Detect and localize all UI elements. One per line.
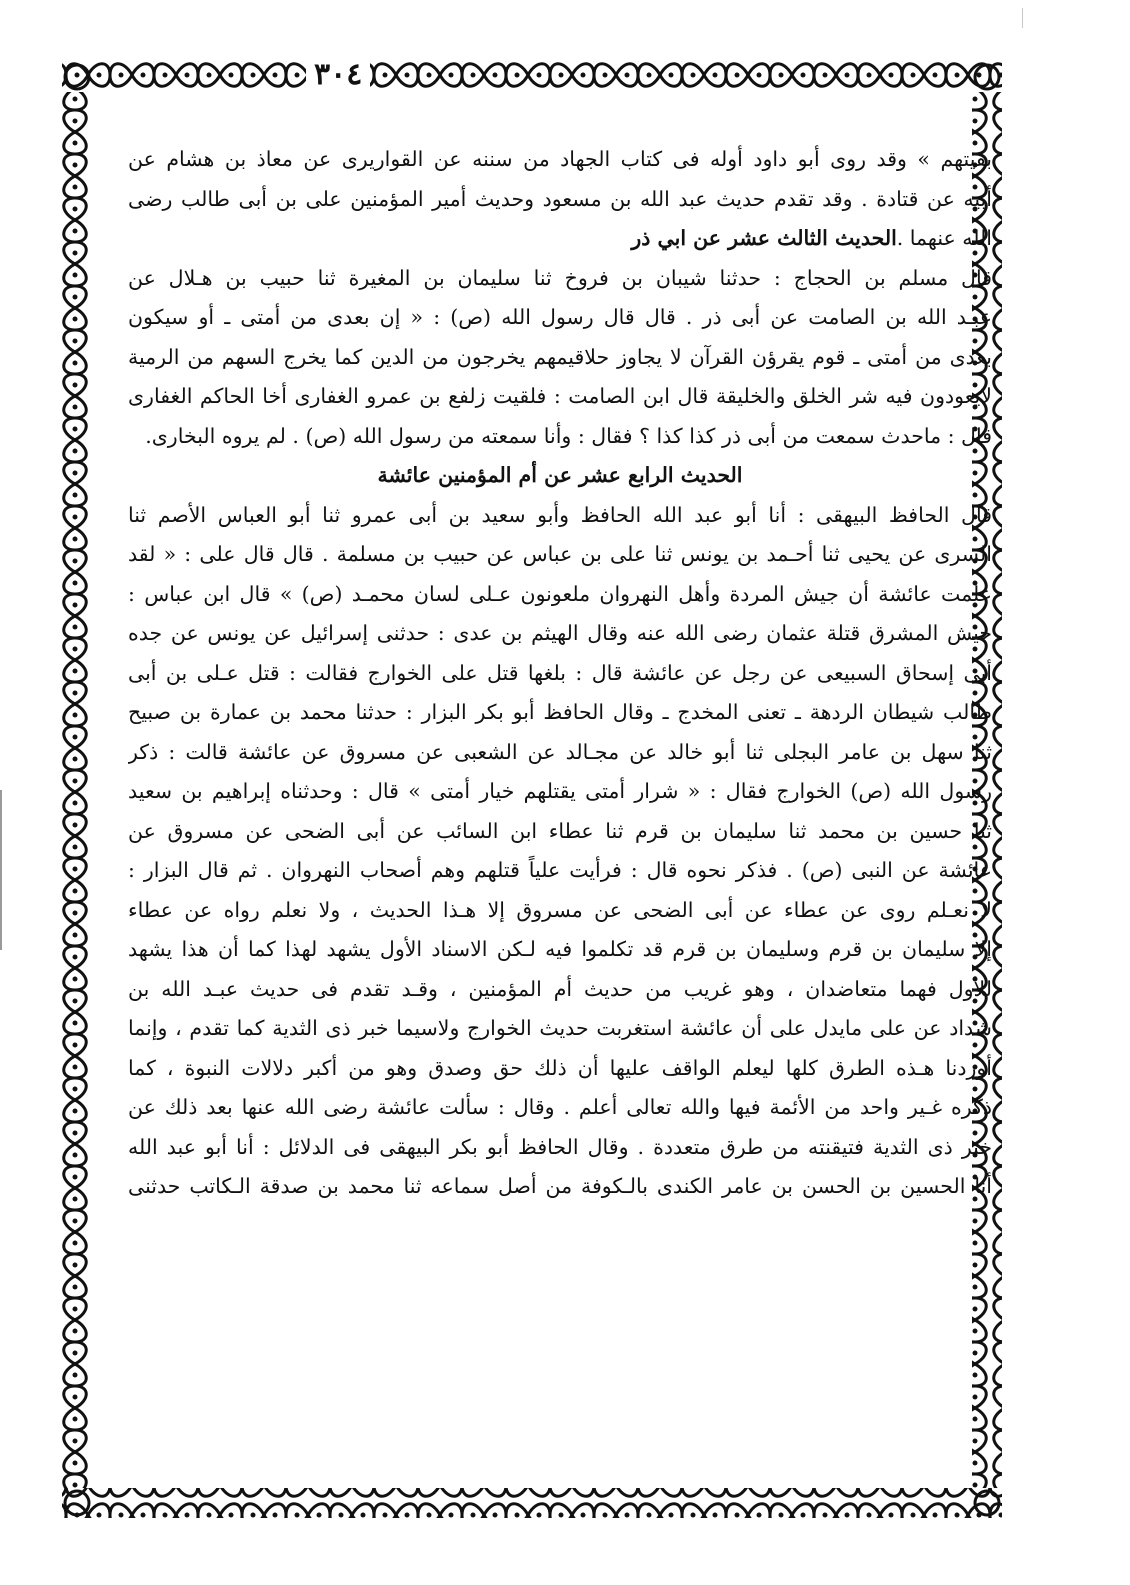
text-line: الله عنهما . — [896, 226, 992, 250]
text-line: أبيه عن قتادة . وقد تقدم حديث عبد الله بن مسعود وحديث أمير المؤمنين على بن أبى طالب رضى — [128, 186, 992, 211]
text-line: أبى إسحاق السبيعى عن رجل عن عائشة قال : بلغها قتل على الخوارج فقالت : قتل عـلى بن أبى — [128, 660, 992, 685]
text-line: عبـد الله بن الصامت عن أبى ذر . قال قال رسول الله (ص) : « إن بعدى من أمتى ـ أو سيكون — [128, 305, 992, 329]
text-line: ذكره غـير واحد من الأئمة فيها والله تعالى أعلم . وقال : سألت عائشة رضى الله عنها بعد ذلك عن — [128, 1095, 992, 1119]
text-line: لا نعـلم روى عن عطاء عن أبى الضحى عن مسروق إلا هـذا الحديث ، ولا نعلم رواه عن عطاء — [128, 897, 992, 922]
text-line: لايعودون فيه شر الخلق والخليقة قال ابن الصامت : فلقيت زلفع بن عمرو الغفارى أخا الحاكم الغفارى — [128, 384, 992, 408]
text-line: عائشة عن النبى (ص) . فذكر نحوه قال : فرأيت علياً قتلهم وهم أصحاب النهروان . ثم قال البزار : — [128, 858, 992, 882]
text-line: جيش المشرق قتلة عثمان رضى الله عنه وقال الهيثم بن عدى : حدثنى إسرائيل عن يونس عن جده — [128, 621, 992, 645]
text-line: شداد عن على مايدل على أن عائشة استغربت حديث الخوارج ولاسيما خبر ذى الثدية كما تقدم ، وإنما — [128, 1016, 992, 1040]
text-line: بقيتهم » وقد روى أبو داود أوله فى كتاب الجهاد من سننه عن القواريرى عن معاذ بن هشام عن — [128, 147, 992, 171]
text-line: أوردنا هـذه الطرق كلها ليعلم الواقف عليها أن ذلك حق وصدق وهو من أكبر دلالات النبوة ، كما — [128, 1055, 992, 1080]
text-line: قال مسلم بن الحجاج : حدثنا شيبان بن فروخ ثنا سليمان بن المغيرة ثنا حبيب بن هـلال عن — [128, 265, 992, 290]
border-left — [62, 92, 92, 1488]
text-line: ثنا سهل بن عامر البجلى ثنا أبو خالد عن مجـالد عن الشعبى عن مسروق عن عائشة قالت : ذكر — [128, 739, 992, 764]
section-heading: الحديث الثالث عشر عن ابي ذر — [631, 226, 897, 250]
text-line: خبر ذى الثدية فتيقنته من طرق متعددة . وقال الحافظ أبو بكر البيهقى فى الدلائل : أنا أبو عبد الله — [128, 1134, 992, 1159]
section-heading: الحديث الرابع عشر عن أم المؤمنين عائشة — [377, 463, 743, 487]
scan-mark — [1022, 8, 1023, 28]
text-line: السرى عن يحيى ثنا أحـمد بن يونس ثنا على بن عباس عن حبيب بن مسلمة . قال قال على : « لقد — [128, 542, 992, 566]
text-line: قال : ماحدث سمعت من أبى ذر كذا كذا ؟ فقال : وأنا سمعته من رسول الله (ص) . لم يروه البخارى. — [145, 423, 992, 448]
text-line: أنا الحسين بن الحسن بن عامر الكندى بالـكوفة من أصل سماعه ثنا محمد بن صدقة الـكاتب حدثنى — [128, 1174, 992, 1198]
main-text — [128, 140, 992, 1207]
text-line-with-heading — [128, 219, 992, 259]
page-number: ٣٠٤ — [306, 58, 370, 92]
text-line: قال الحافظ البيهقى : أنا أبو عبد الله الحافظ وأبو سعيد بن أبى عمرو ثنا أبو العباس الأصم ثنا — [128, 502, 992, 527]
text-line: طالب شيطان الردهة ـ تعنى المخدج ـ وقال الحافظ أبو بكر البزار : حدثنا محمد بن عمارة بن صبيح — [128, 700, 992, 724]
text-line: علمت عائشة أن جيش المردة وأهل النهروان ملعونون عـلى لسان محمـد (ص) » قال ابن عباس : — [128, 581, 992, 606]
text-line: للأول فهما متعاضدان ، وهو غريب من حديث أم المؤمنين ، وقـد تقدم فى حديث عبـد الله بن — [128, 976, 992, 1001]
text-line: ثنا حسين بن محمد ثنا سليمان بن قرم ثنا عطاء ابن السائب عن أبى الضحى عن مسروق عن — [128, 818, 992, 843]
scan-edge-mark — [0, 790, 2, 950]
text-line: إلا سليمان بن قرم وسليمان بن قرم قد تكلموا فيه لـكن الاسناد الأول يشهد لهذا كما أن هذا يشهد — [128, 937, 992, 961]
text-line: رسول الله (ص) الخوارج فقال : « شرار أمتى يقتلهم خيار أمتى » قال : وحدثناه إبراهيم بن سعيد — [128, 779, 992, 803]
text-line: بعدى من أمتى ـ قوم يقرؤن القرآن لا يجاوز حلاقيمهم يخرجون من الدين كما يخرج السهم من الرمية — [128, 344, 992, 369]
border-top — [62, 62, 1002, 92]
border-bottom — [62, 1488, 1002, 1518]
